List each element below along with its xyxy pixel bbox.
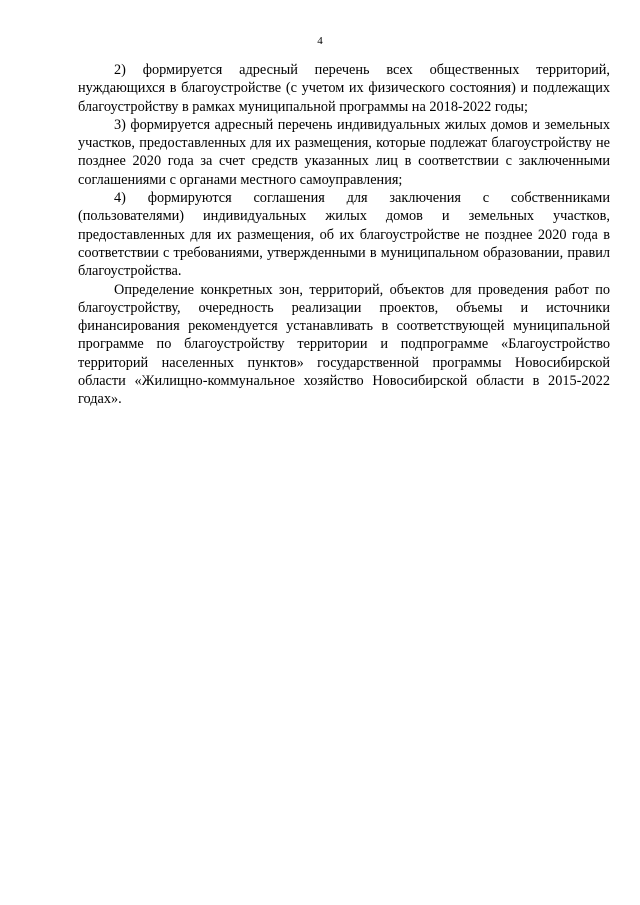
paragraph-item-4: 4) формируются соглашения для заключения с собственниками (пользователями) индивидуальных жилых домов и земельных участков, предоставленных для их размещения, об их благоустройстве не позднее 2020 года в соответствии с требованиями, утвержденными в муниципальном образовании, правил благоустройства. bbox=[78, 190, 610, 280]
document-body bbox=[78, 61, 610, 409]
paragraph-definition: Определение конкретных зон, территорий, объектов для проведения работ по благоустройству, очередность реализации проектов, объемы и источники финансирования рекомендуется устанавливать в соответствующей муниципальной программе по благоустройству территории и подпрограмме «Благоустройство территорий населенных пунктов» государственной программы Новосибирской области «Жилищно-коммунальное хозяйство Новосибирской области в 2015-2022 годах». bbox=[78, 281, 610, 408]
paragraph-item-2: 2) формируется адресный перечень всех общественных территорий, нуждающихся в благоустройстве (с учетом их физического состояния) и подлежащих благоустройству в рамках муниципальной программы на 2018-2022 годы; bbox=[78, 62, 610, 115]
paragraph-item-3: 3) формируется адресный перечень индивидуальных жилых домов и земельных участков, предоставленных для их размещения, которые подлежат благоустройству не позднее 2020 года за счет средств указанных лиц в соответствии с заключенными соглашениями с органами местного самоуправления; bbox=[78, 116, 610, 188]
page-number: 4 bbox=[317, 35, 323, 47]
